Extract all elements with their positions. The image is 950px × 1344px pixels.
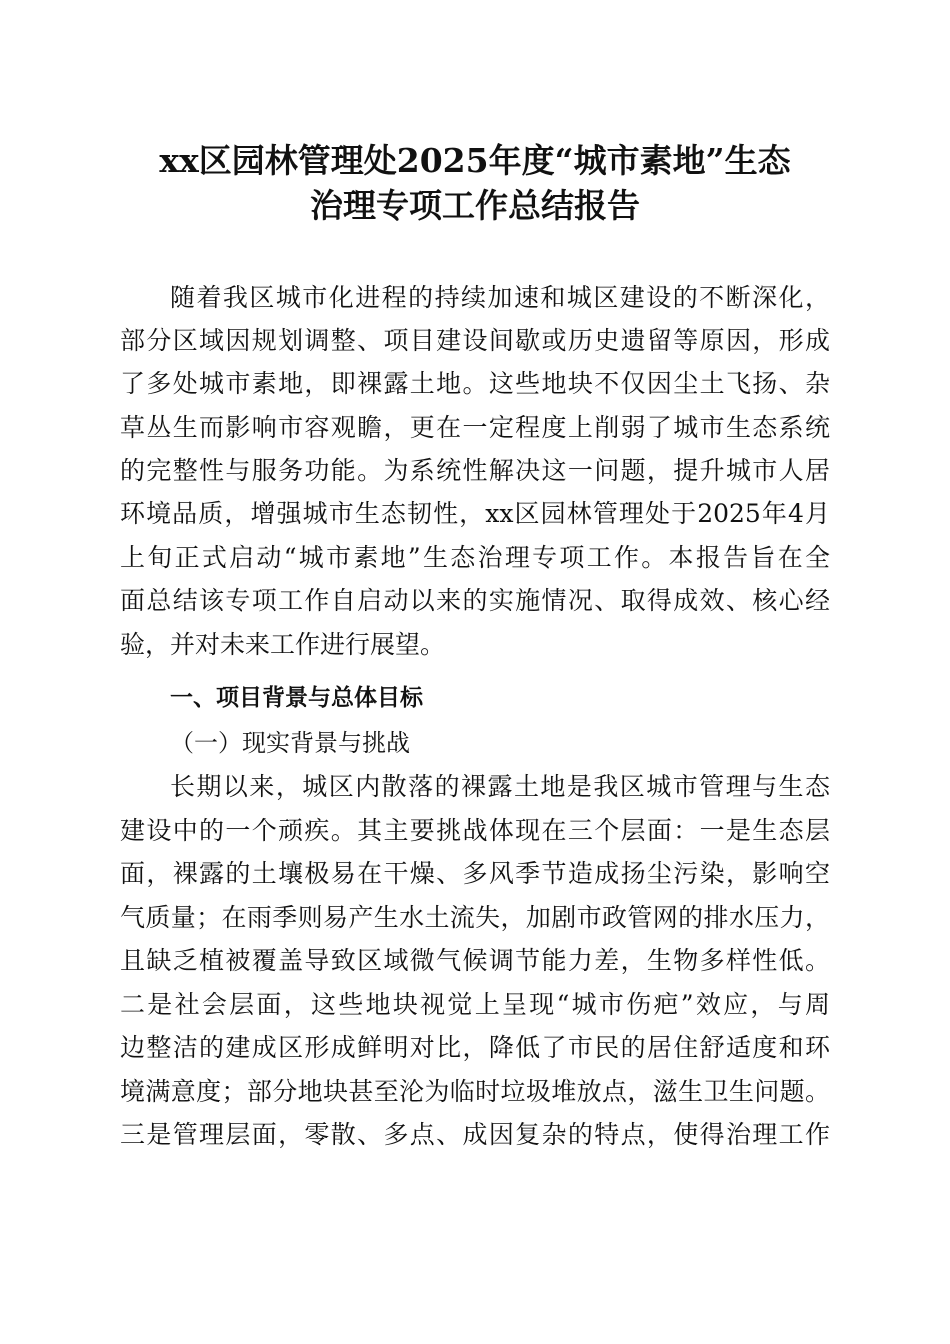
paragraph-line: 环境品质，增强城市生态韧性，xx区园林管理处于2025年4月 bbox=[120, 499, 830, 528]
subsection-heading: （一）现实背景与挑战 bbox=[170, 729, 410, 757]
paragraph-line: 且缺乏植被覆盖导致区域微气候调节能力差，生物多样性低。 bbox=[120, 946, 830, 975]
document-title-line-2: 治理专项工作总结报告 bbox=[310, 186, 640, 225]
paragraph-line: 了多处城市素地，即裸露土地。这些地块不仅因尘土飞扬、杂 bbox=[120, 369, 830, 398]
paragraph-line: 面，裸露的土壤极易在干燥、多风季节造成扬尘污染，影响空 bbox=[120, 859, 830, 888]
paragraph-line: 境满意度；部分地块甚至沦为临时垃圾堆放点，滋生卫生问题。 bbox=[120, 1077, 830, 1106]
paragraph-line: 二是社会层面，这些地块视觉上呈现“城市伤疤”效应，与周 bbox=[120, 990, 830, 1019]
paragraph-line: 气质量；在雨季则易产生水土流失，加剧市政管网的排水压力， bbox=[120, 903, 830, 932]
paragraph-line: 草丛生而影响市容观瞻，更在一定程度上削弱了城市生态系统 bbox=[120, 413, 830, 442]
paragraph-line: 部分区域因规划调整、项目建设间歇或历史遗留等原因，形成 bbox=[120, 326, 830, 355]
paragraph-line: 三是管理层面，零散、多点、成因复杂的特点，使得治理工作 bbox=[120, 1120, 830, 1149]
section-heading: 一、项目背景与总体目标 bbox=[170, 685, 423, 711]
paragraph-line: 边整洁的建成区形成鲜明对比，降低了市民的居住舒适度和环 bbox=[120, 1033, 830, 1062]
paragraph-line: 验，并对未来工作进行展望。 bbox=[120, 630, 446, 659]
paragraph-line: 面总结该专项工作自启动以来的实施情况、取得成效、核心经 bbox=[120, 586, 830, 615]
paragraph-line: 建设中的一个顽疾。其主要挑战体现在三个层面：一是生态层 bbox=[120, 816, 830, 845]
paragraph-line: 上旬正式启动“城市素地”生态治理专项工作。本报告旨在全 bbox=[120, 543, 830, 572]
paragraph-line: 的完整性与服务功能。为系统性解决这一问题，提升城市人居 bbox=[120, 456, 830, 485]
paragraph-line: 随着我区城市化进程的持续加速和城区建设的不断深化， bbox=[170, 283, 830, 312]
paragraph-line: 长期以来，城区内散落的裸露土地是我区城市管理与生态 bbox=[170, 772, 830, 801]
document-title-line-1: xx区园林管理处2025年度“城市素地”生态 bbox=[159, 141, 791, 180]
